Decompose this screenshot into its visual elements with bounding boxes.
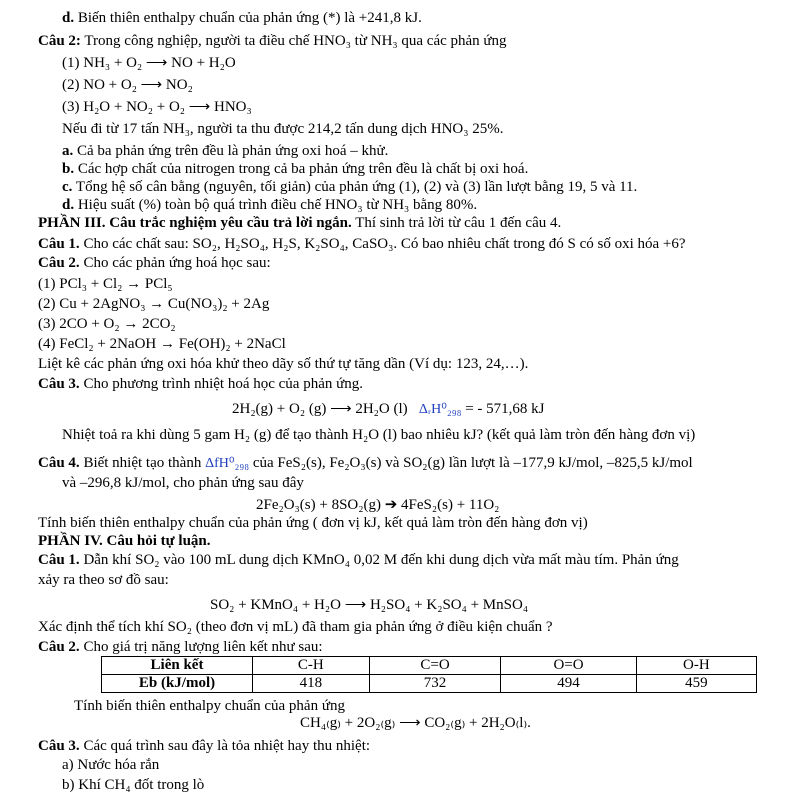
process-a: a) Nước hóa rắn [62, 757, 160, 773]
reaction-list-1: (1) PCl₃ + Cl₂ → PCl₅ [38, 276, 173, 292]
reaction-2: (2) NO + O₂ ⟶ NO₂ [62, 77, 193, 93]
table-header-cell: C-H [253, 657, 370, 675]
table-cell: Eb (kJ/mol) [102, 675, 253, 693]
question-3-prompt: Nhiệt toả ra khi dùng 5 gam H₂ (g) để tạo thành H₂O (l) bao nhiêu kJ? (kết quả làm tròn đến hàng đơn vị) [62, 427, 696, 443]
table-header-cell: O=O [501, 657, 636, 675]
delta-h-symbol: ΔᵣH⁰₂₉₈ [418, 402, 462, 417]
section-3-question-2: Câu 2. Cho các phản ứng hoá học sau: [38, 255, 271, 271]
reaction-ch4: CH₄₍g₎ + 2O₂₍g₎ ⟶ CO₂₍g₎ + 2H₂O₍l₎. [300, 715, 531, 731]
section-3-question-4: Câu 4. Biết nhiệt tạo thành ΔfH⁰₂₉₈ của FeS₂(s), Fe₂O₃(s) và SO₂(g) lần lượt là –177,9 kJ/mol, –825,5 kJ/mol [38, 455, 693, 471]
bond-energy-table [101, 656, 757, 693]
section-4-question-1: Câu 1. Dẫn khí SO₂ vào 100 mL dung dịch KMnO₄ 0,02 M đến khi dung dịch vừa mất màu tím. Phản ứng [38, 552, 679, 568]
table-cell: 494 [501, 675, 636, 693]
table-cell: 732 [369, 675, 501, 693]
section-4-heading: PHẦN IV. Câu hỏi tự luận. [38, 533, 211, 549]
question-2-title: Câu 2: Trong công nghiệp, người ta điều chế HNO₃ từ NH₃ qua các phản ứng [38, 33, 507, 49]
section-3-heading: PHẦN III. Câu trắc nghiệm yêu cầu trả lời ngắn. Thí sinh trả lời từ câu 1 đến câu 4. [38, 215, 562, 231]
question-1-prompt: Xác định thể tích khí SO₂ (theo đơn vị mL) đã tham gia phản ứng ở điều kiện chuẩn ? [38, 619, 553, 635]
reaction-3: (3) H₂O + NO₂ + O₂ ⟶ HNO₃ [62, 99, 252, 115]
question-2-premise: Nếu đi từ 17 tấn NH₃, người ta thu được 214,2 tấn dung dịch HNO₃ 25%. [62, 121, 504, 137]
section-3-question-1: Câu 1. Cho các chất sau: SO₂, H₂SO₄, H₂S, K₂SO₄, CaSO₃. Có bao nhiêu chất trong đó S có số oxi hóa +6? [38, 236, 686, 252]
thermo-equation: 2H₂(g) + O₂ (g) ⟶ 2H₂O (l) ΔᵣH⁰₂₉₈ = - 571,68 kJ [232, 401, 545, 417]
statement-a: a. Cả ba phản ứng trên đều là phản ứng oxi hoá – khử. [62, 143, 389, 159]
table-cell: 418 [253, 675, 370, 693]
question-2-instruction: Liệt kê các phản ứng oxi hóa khử theo dãy số thứ tự tăng dần (Ví dụ: 123, 24,…). [38, 356, 529, 372]
delta-f-symbol: ΔfH⁰₂₉₈ [205, 456, 250, 471]
question-1-cont: xảy ra theo sơ đồ sau: [38, 572, 169, 588]
question-4-cont: và –296,8 kJ/mol, cho phản ứng sau đây [62, 475, 304, 491]
table-header-cell: C=O [369, 657, 501, 675]
reaction-list-2: (2) Cu + 2AgNO₃ → Cu(NO₃)₂ + 2Ag [38, 296, 270, 312]
statement-b: b. Các hợp chất của nitrogen trong cả ba phản ứng trên đều là chất bị oxi hoá. [62, 161, 529, 177]
process-b: b) Khí CH₄ đốt trong lò [62, 777, 205, 793]
statement-d: d. Hiệu suất (%) toàn bộ quá trình điều chế HNO₃ từ NH₃ bằng 80%. [62, 197, 478, 213]
reaction-list-4: (4) FeCl₂ + 2NaOH → Fe(OH)₂ + 2NaCl [38, 336, 286, 352]
table-header-cell: Liên kết [102, 657, 253, 675]
question-2-prompt: Tính biến thiên enthalpy chuẩn của phản ứng [74, 698, 345, 714]
reaction-so2-kmno4: SO₂ + KMnO₄ + H₂O ⟶ H₂SO₄ + K₂SO₄ + MnSO₄ [210, 597, 529, 613]
section-4-question-2: Câu 2. Cho giá trị năng lượng liên kết như sau: [38, 639, 323, 655]
section-4-question-3: Câu 3. Các quá trình sau đây là tỏa nhiệt hay thu nhiệt: [38, 738, 371, 754]
statement-d-enthalpy: d. Biến thiên enthalpy chuẩn của phản ứng (*) là +241,8 kJ. [62, 10, 422, 26]
table-row [102, 657, 757, 675]
table-cell: 459 [636, 675, 756, 693]
question-4-instruction: Tính biến thiên enthalpy chuẩn của phản ứng ( đơn vị kJ, kết quả làm tròn đến hàng đơn vị) [38, 515, 588, 531]
statement-c: c. Tổng hệ số cân bằng (nguyên, tối giản) của phản ứng (1), (2) và (3) lần lượt bằng 19, 5 và 11. [62, 179, 638, 195]
reaction-fe2o3: 2Fe₂O₃(s) + 8SO₂(g) ➔ 4FeS₂(s) + 11O₂ [256, 497, 500, 513]
section-3-question-3: Câu 3. Cho phương trình nhiệt hoá học của phản ứng. [38, 376, 363, 392]
reaction-list-3: (3) 2CO + O₂ → 2CO₂ [38, 316, 176, 332]
table-row [102, 675, 757, 693]
table-header-cell: O-H [636, 657, 756, 675]
reaction-1: (1) NH₃ + O₂ ⟶ NO + H₂O [62, 55, 236, 71]
